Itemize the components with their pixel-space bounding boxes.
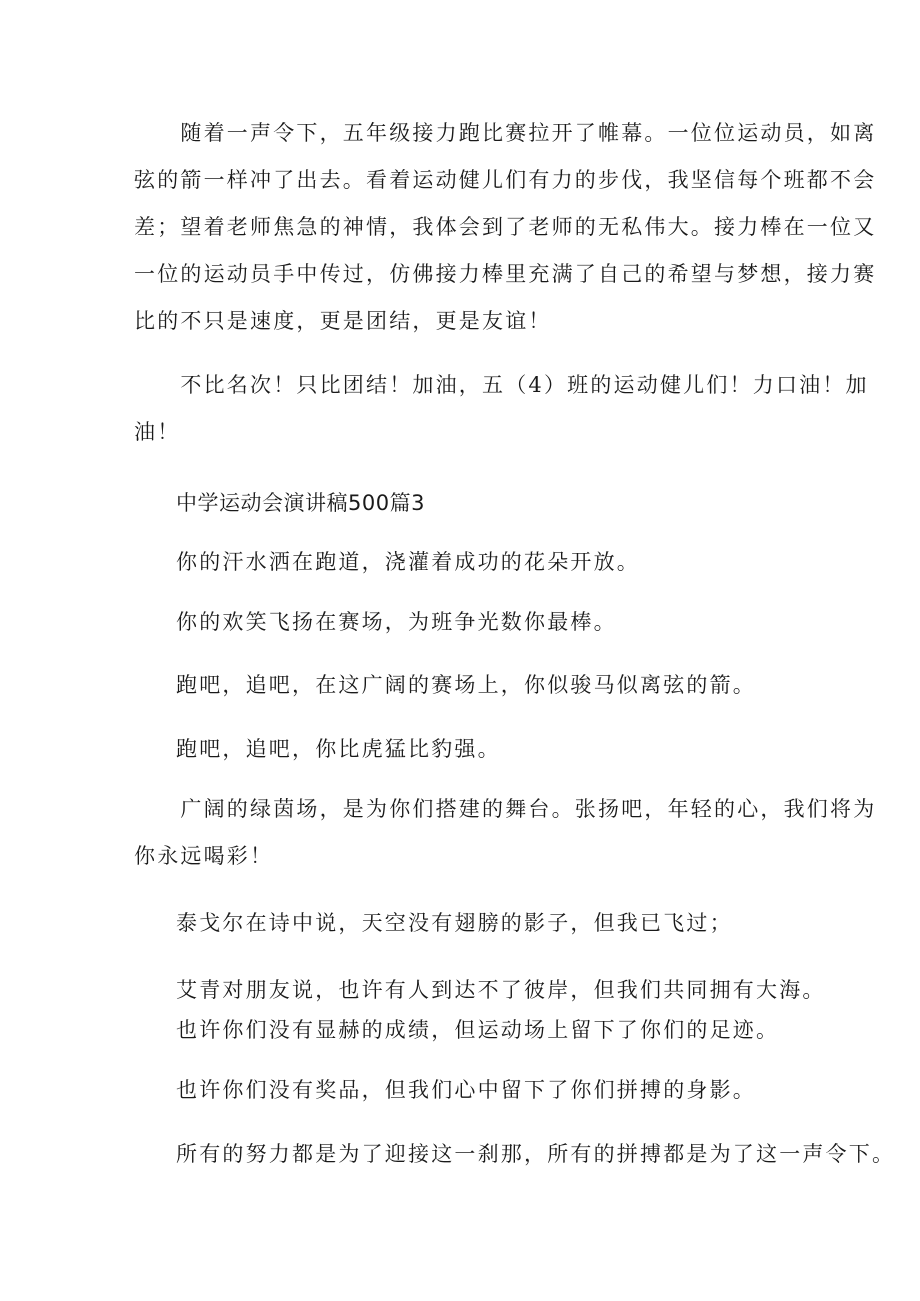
paragraph-green-field [134, 786, 877, 880]
closing-line: 泰戈尔在诗中说，天空没有翅膀的影子，但我已飞过； [176, 911, 733, 935]
text-line: 弦的箭一样冲了出去。看着运动健儿们有力的步伐，我坚信每个班都不会 [134, 168, 877, 192]
text-line: 油！ [134, 420, 181, 444]
text-line: 差；望着老师焦急的神情，我体会到了老师的无私伟大。接力棒在一位又 [134, 215, 877, 239]
text-line: 广阔的绿茵场，是为你们搭建的舞台。张扬吧，年轻的心，我们将为 [134, 797, 877, 821]
text-line: 一位的运动员手中传过，仿佛接力棒里充满了自己的希望与梦想，接力赛 [134, 262, 877, 286]
closing-line: 也许你们没有奖品，但我们心中留下了你们拼搏的身影。 [176, 1078, 756, 1102]
text-line: 随着一声令下，五年级接力跑比赛拉开了帷幕。一位位运动员，如离 [134, 121, 877, 145]
paragraph-relay-race [134, 110, 877, 345]
poem-line: 你的欢笑飞扬在赛场，为班争光数你最棒。 [176, 610, 617, 634]
paragraph-cheer [134, 362, 869, 456]
text-line: 不比名次！只比团结！加油，五（4）班的运动健儿们！力口油！加 [134, 373, 869, 397]
closing-line: 也许你们没有显赫的成绩，但运动场上留下了你们的足迹。 [176, 1018, 780, 1042]
text-line: 比的不只是速度，更是团结，更是友谊！ [134, 309, 552, 333]
poem-line: 跑吧，追吧，你比虎猛比豹强。 [176, 737, 501, 761]
closing-line: 艾青对朋友说，也许有人到达不了彼岸，但我们共同拥有大海。 [176, 978, 826, 1002]
poem-line: 跑吧，追吧，在这广阔的赛场上，你似骏马似离弦的箭。 [176, 673, 756, 697]
poem-line: 你的汗水洒在跑道，浇灌着成功的花朵开放。 [176, 550, 640, 574]
section-heading: 中学运动会演讲稿500篇3 [176, 491, 425, 515]
text-line: 你永远喝彩！ [134, 844, 274, 868]
closing-line: 所有的努力都是为了迎接这一刹那，所有的拼搏都是为了这一声令下。 [176, 1142, 896, 1166]
